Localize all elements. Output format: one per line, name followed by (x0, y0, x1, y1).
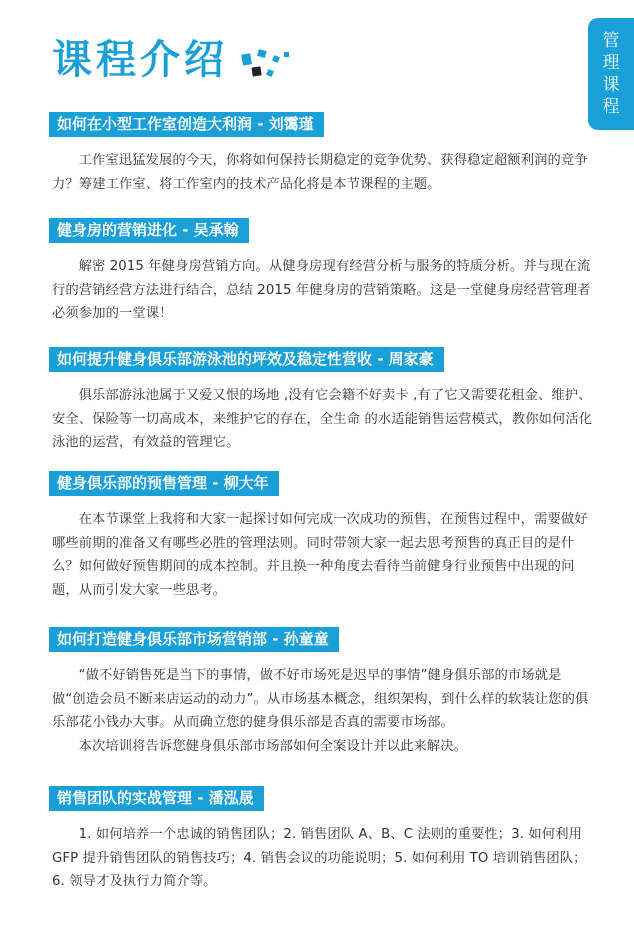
section-body (52, 664, 594, 758)
section-body (52, 508, 594, 602)
section-paragraph: 俱乐部游泳池属于又爱又恨的场地 ,没有它会籍不好卖卡 ,有了它又需要花租金、维护、安全、保险等一切高成本，来维护它的存在，全生命 的水适能销售运营模式，教你如何活化泳池的运营，有效益的管理它。 (52, 388, 593, 450)
section-heading: 如何提升健身俱乐部游泳池的坪效及稳定性营收 - 周家豪 (49, 347, 444, 372)
side-tab-char: 管 (602, 31, 620, 51)
course-section-3 (0, 347, 634, 455)
section-body (52, 384, 594, 455)
section-paragraph: 本次培训将告诉您健身俱乐部市场部如何全案设计并以此来解决。 (78, 738, 468, 754)
course-section-5 (0, 627, 634, 758)
decorative-squares-icon (240, 48, 296, 82)
section-paragraph: 在本节课堂上我将和大家一起探讨如何完成一次成功的预售，在预售过程中，需要做好哪些前期的准备又有哪些必胜的管理法则。同时带领大家一起去思考预售的真正目的是什么？如何做好预售期间的成本控制。并且换一种角度去看待当前健身行业预售中出现的问题，从而引发大家一些思考。 (52, 512, 588, 598)
section-paragraph: “做不好销售死是当下的事情，做不好市场死是迟早的事情”健身俱乐部的市场就是做“创造会员不断来店运动的动力”。从市场基本概念，组织架构，到什么样的软装让您的俱乐部花小钱办大事。从而确立您的健身俱乐部是否真的需要市场部。 (52, 668, 589, 730)
course-section-2 (0, 218, 634, 326)
section-body (52, 149, 594, 196)
page-title: 课程介绍 (52, 37, 228, 83)
section-heading: 如何打造健身俱乐部市场营销部 - 孙童童 (49, 627, 339, 652)
side-tab-char: 课 (602, 75, 620, 95)
section-paragraph: 工作室迅猛发展的今天，你将如何保持长期稳定的竞争优势、获得稳定超额利润的竞争力？筹建工作室、将工作室内的技术产品化将是本节课程的主题。 (52, 153, 588, 192)
side-tab-char: 程 (602, 97, 620, 117)
section-heading: 销售团队的实战管理 - 潘泓晟 (49, 786, 264, 811)
section-body (52, 823, 594, 894)
section-paragraph: 解密 2015 年健身房营销方向。从健身房现有经营分析与服务的特质分析。并与现在流行的营销经营方法进行结合，总结 2015 年健身房的营销策略。这是一堂健身房经营管理者必须参加的一堂课！ (52, 259, 591, 321)
course-section-1 (0, 112, 634, 196)
course-section-6 (0, 786, 634, 894)
section-body (52, 255, 594, 326)
section-heading: 健身俱乐部的预售管理 - 柳大年 (49, 471, 279, 496)
section-heading: 健身房的营销进化 - 吴承翰 (49, 218, 249, 243)
side-tab-char: 理 (602, 53, 620, 73)
section-paragraph: 1. 如何培养一个忠诚的销售团队；2. 销售团队 A、B、C 法则的重要性；3. 如何利用 GFP 提升销售团队的销售技巧；4. 销售会议的功能说明；5. 如何利用 TO 培训销售团队；6. 领导才及执行力简介等。 (52, 827, 587, 889)
course-section-4 (0, 471, 634, 602)
section-heading: 如何在小型工作室创造大利润 - 刘霭瑾 (49, 112, 324, 137)
